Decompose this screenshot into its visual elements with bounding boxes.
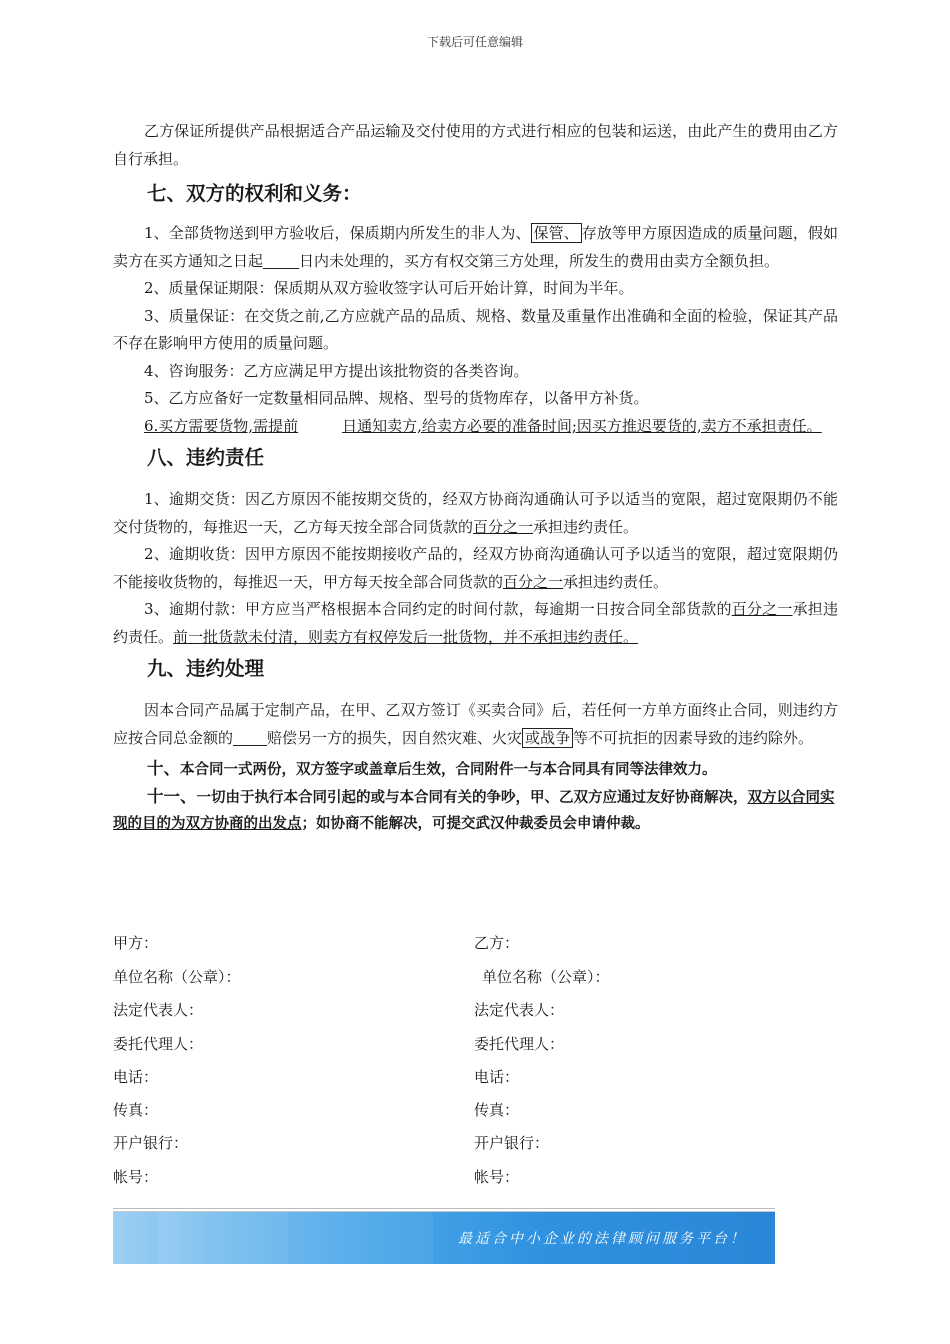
signature-row-phone	[113, 1066, 838, 1090]
section-8-item-2: 2、逾期收货：因甲方原因不能按期接收产品的，经双方协商沟通确认可予以适当的宽限，超过宽限期仍不能接收货物的，每推迟一天，甲方每天按全部合同货款的百分之一承担违约责任。	[113, 545, 838, 591]
party-b-bank-label: 开户银行：	[474, 1134, 550, 1152]
section-9-heading: 九、违约处理	[147, 657, 265, 680]
banner-panel	[288, 1212, 433, 1264]
party-a-unit-label: 单位名称（公章）：	[113, 968, 241, 986]
party-a-legal-rep-label: 法定代表人：	[113, 1001, 204, 1019]
section-10-paragraph: 十、本合同一式两份，双方签字或盖章后生效，合同附件一与本合同具有同等法律效力。	[147, 759, 717, 778]
one-percent-text: 百分之一	[731, 600, 793, 618]
party-a-agent-label: 委托代理人：	[113, 1035, 204, 1053]
section-7-item-5: 5、乙方应备好一定数量相同品牌、规格、型号的货物库存，以备甲方补货。	[144, 389, 649, 407]
section-7-item-3: 3、质量保证：在交货之前,乙方应就产品的品质、规格、数量及重量作出准确和全面的检验，保证其产品不存在影响甲方使用的质量问题。	[113, 306, 838, 352]
section-7-item-4: 4、咨询服务：乙方应满足甲方提出该批物资的各类咨询。	[144, 361, 529, 380]
party-b-label: 乙方：	[474, 934, 520, 952]
section-8-item-3: 3、逾期付款：甲方应当严格根据本合同约定的时间付款，每逾期一日按合同全部货款的百分之一承担违约责任。前一批货款未付清，则卖方有权停发后一批货物，并不承担违约责任。	[113, 600, 838, 646]
section-7-heading: 七、双方的权利和义务：	[147, 182, 362, 205]
packaging-paragraph: 乙方保证所提供产品根据适合产品运输及交付使用的方式进行相应的包装和运送，由此产生的费用由乙方自行承担。	[113, 122, 838, 168]
signature-row-agent	[113, 1033, 838, 1057]
boxed-text-war: 或战争	[522, 728, 573, 748]
suspend-delivery-clause: 前一批货款未付清，则卖方有权停发后一批货物，并不承担违约责任。	[173, 627, 639, 646]
footer-banner	[113, 1211, 775, 1264]
banner-slogan: 最适合中小企业的法律顾问服务平台！	[458, 1231, 747, 1247]
party-a-account-label: 帐号：	[113, 1168, 159, 1186]
party-b-unit-label: 单位名称（公章）：	[482, 968, 610, 986]
signature-row-fax	[113, 1099, 838, 1123]
party-a-fax-label: 传真：	[113, 1101, 159, 1119]
signature-row-unit	[113, 966, 838, 990]
section-8-heading: 八、违约责任	[147, 446, 265, 469]
party-b-legal-rep-label: 法定代表人：	[474, 1001, 565, 1019]
negotiation-principle: 双方以合同实现的目的为双方协商的出发点	[113, 790, 835, 832]
party-a-bank-label: 开户银行：	[113, 1134, 189, 1152]
party-b-phone-label: 电话：	[474, 1068, 520, 1086]
signature-row-party	[113, 932, 838, 956]
party-b-account-label: 帐号：	[474, 1168, 520, 1186]
section-8-item-1: 1、逾期交货：因乙方原因不能按期交货的，经双方协商沟通确认可予以适当的宽限，超过宽限期仍不能交付货物的，每推迟一天，乙方每天按全部合同货款的百分之一承担违约责任。	[113, 490, 838, 536]
footer-divider	[113, 1208, 775, 1209]
signature-row-legal	[113, 999, 838, 1023]
party-a-label: 甲方：	[113, 934, 159, 952]
banner-panel	[158, 1212, 288, 1264]
one-percent-text: 百分之一	[473, 517, 534, 536]
section-7-item-2: 2、质量保证期限：保质期从双方验收签字认可后开始计算，时间为半年。	[144, 279, 634, 297]
contract-body	[113, 118, 838, 837]
page-header-note: 下载后可任意编辑	[426, 35, 523, 49]
signature-row-account	[113, 1166, 838, 1190]
section-7-item-1: 1、全部货物送到甲方验收后，保质期内所发生的非人为、 保管、 存放等甲方原因造成的质量问题，假如卖方在买方通知之日起 日内未处理的，买方有权交第三方处理，所发生的费用由卖方全额负担。	[113, 224, 838, 270]
amount-blank	[233, 729, 267, 746]
section-7-item-6: 6.买方需要货物,需提前 日通知卖方,给卖方必要的准备时间;因买方推迟要货的,卖方不承担责任。	[144, 416, 822, 435]
party-b-agent-label: 委托代理人：	[474, 1035, 565, 1053]
signature-row-bank	[113, 1132, 838, 1156]
section-9-paragraph: 因本合同产品属于定制产品，在甲、乙双方签订《买卖合同》后，若任何一方单方面终止合同，则违约方应按合同总金额的 赔偿另一方的损失，因自然灾难、火灾 或战争 等不可抗拒的因素导致的违约除外。	[113, 701, 838, 747]
days-blank	[263, 252, 299, 269]
boxed-text-storage: 保管、	[531, 223, 582, 243]
party-a-phone-label: 电话：	[113, 1068, 159, 1086]
party-b-fax-label: 传真：	[474, 1101, 520, 1119]
section-11-paragraph: 十一、一切由于执行本合同引起的或与本合同有关的争吵，甲、乙双方应通过友好协商解决，双方以合同实现的目的为双方协商的出发点；如协商不能解决，可提交武汉仲裁委员会申请仲裁。	[113, 787, 835, 832]
one-percent-text: 百分之一	[503, 572, 564, 591]
